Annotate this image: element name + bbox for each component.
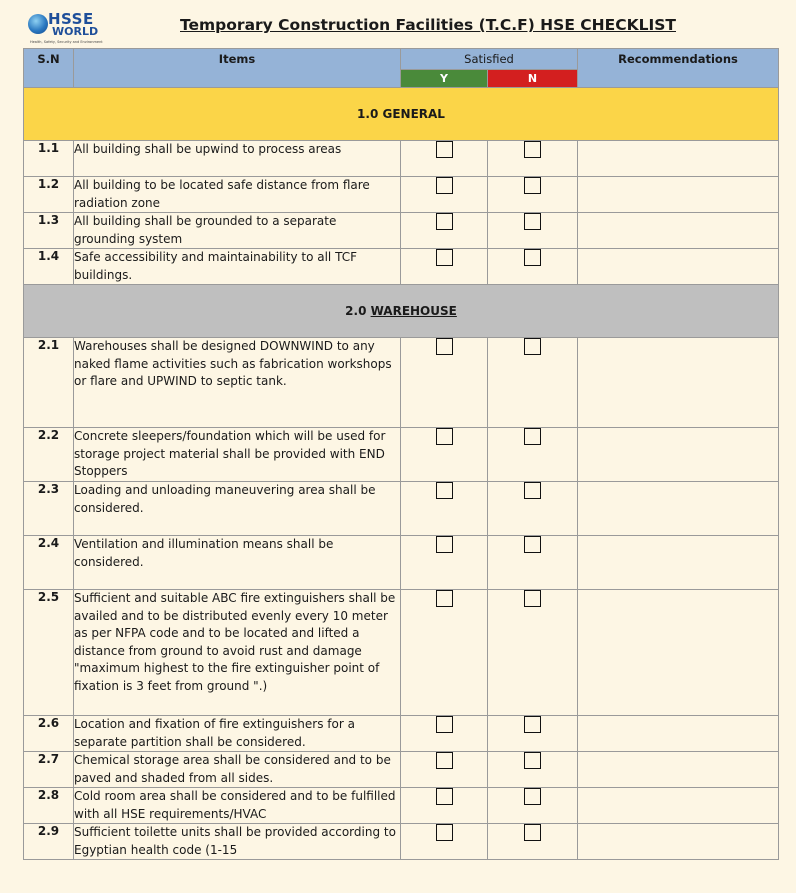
recommendation-cell[interactable] [578,213,779,249]
checklist-row [24,482,779,536]
recommendation-cell[interactable] [578,716,779,752]
yes-cell [401,141,488,177]
col-no-header: N [488,70,578,88]
globe-icon [28,14,48,34]
yes-checkbox[interactable] [436,141,453,158]
yes-checkbox[interactable] [436,428,453,445]
recommendation-cell[interactable] [578,788,779,824]
yes-checkbox[interactable] [436,590,453,607]
checklist-row [24,141,779,177]
section-header-row [24,88,779,141]
recommendation-cell[interactable] [578,428,779,482]
yes-checkbox[interactable] [436,177,453,194]
checklist-row [24,213,779,249]
row-number: 2.3 [24,482,74,536]
recommendation-cell[interactable] [578,249,779,285]
no-checkbox[interactable] [524,177,541,194]
no-cell [488,824,578,860]
row-number: 2.8 [24,788,74,824]
section-title: 1.0 GENERAL [24,88,779,141]
no-checkbox[interactable] [524,536,541,553]
row-number: 2.2 [24,428,74,482]
row-number: 2.1 [24,338,74,428]
no-cell [488,213,578,249]
yes-checkbox[interactable] [436,752,453,769]
yes-cell [401,824,488,860]
no-checkbox[interactable] [524,482,541,499]
no-cell [488,716,578,752]
yes-cell [401,716,488,752]
yes-checkbox[interactable] [436,824,453,841]
checklist-row [24,249,779,285]
yes-cell [401,428,488,482]
col-satisfied-header: Satisfied [401,49,578,70]
row-item-text: Warehouses shall be designed DOWNWIND to any naked flame activities such as fabrication workshops or flare and UPWIND to septic tank. [74,338,401,428]
section-name: WAREHOUSE [370,304,457,318]
no-cell [488,249,578,285]
logo-line2: WORLD [52,25,99,38]
recommendation-cell[interactable] [578,536,779,590]
page-header [0,0,796,48]
row-item-text: All building shall be upwind to process areas [74,141,401,177]
yes-checkbox[interactable] [436,716,453,733]
no-cell [488,428,578,482]
no-cell [488,752,578,788]
yes-cell [401,752,488,788]
recommendation-cell[interactable] [578,590,779,716]
recommendation-cell[interactable] [578,141,779,177]
col-yes-header: Y [401,70,488,88]
no-cell [488,338,578,428]
checklist-row [24,590,779,716]
row-item-text: Sufficient and suitable ABC fire extinguishers shall be availed and to be distributed evenly every 10 meter as per NFPA code and to be located and lifted a distance from ground to avoid rust and damage "maximum highest to the fire extinguisher point of fixation is 3 feet from ground ".) [74,590,401,716]
no-cell [488,536,578,590]
checklist-table [23,48,779,860]
no-cell [488,141,578,177]
col-items-header: Items [74,49,401,88]
row-item-text: Safe accessibility and maintainability to all TCF buildings. [74,249,401,285]
page-title: Temporary Construction Facilities (T.C.F) HSE CHECKLIST [180,16,676,34]
yes-checkbox[interactable] [436,213,453,230]
checklist-row [24,428,779,482]
row-item-text: All building to be located safe distance from flare radiation zone [74,177,401,213]
col-recommendations-header: Recommendations [578,49,779,88]
recommendation-cell[interactable] [578,824,779,860]
yes-cell [401,482,488,536]
checklist-row [24,752,779,788]
yes-checkbox[interactable] [436,536,453,553]
section-number: 2.0 [345,304,371,318]
row-item-text: Sufficient toilette units shall be provided according to Egyptian health code (1-15 [74,824,401,860]
no-checkbox[interactable] [524,249,541,266]
no-cell [488,482,578,536]
checklist-row [24,177,779,213]
col-sn-header: S.N [24,49,74,88]
no-cell [488,177,578,213]
row-item-text: Loading and unloading maneuvering area shall be considered. [74,482,401,536]
row-number: 2.7 [24,752,74,788]
yes-cell [401,249,488,285]
no-cell [488,788,578,824]
no-checkbox[interactable] [524,590,541,607]
logo-tagline: Health, Safety, Security and Environment [30,40,103,44]
row-number: 1.4 [24,249,74,285]
no-checkbox[interactable] [524,716,541,733]
yes-checkbox[interactable] [436,249,453,266]
section-title [24,285,779,338]
yes-checkbox[interactable] [436,482,453,499]
row-item-text: All building shall be grounded to a separate grounding system [74,213,401,249]
hsse-world-logo [28,10,103,48]
row-number: 2.9 [24,824,74,860]
yes-checkbox[interactable] [436,338,453,355]
yes-cell [401,536,488,590]
logo-line1: HSSE [48,10,94,28]
yes-cell [401,338,488,428]
row-number: 2.6 [24,716,74,752]
no-checkbox[interactable] [524,338,541,355]
recommendation-cell[interactable] [578,482,779,536]
no-checkbox[interactable] [524,824,541,841]
checklist-row [24,824,779,860]
row-number: 1.1 [24,141,74,177]
row-item-text: Ventilation and illumination means shall be considered. [74,536,401,590]
yes-checkbox[interactable] [436,788,453,805]
checklist-row [24,536,779,590]
recommendation-cell[interactable] [578,338,779,428]
yes-cell [401,213,488,249]
no-cell [488,590,578,716]
row-number: 2.4 [24,536,74,590]
checklist-row [24,716,779,752]
row-number: 2.5 [24,590,74,716]
section-header-row [24,285,779,338]
no-checkbox[interactable] [524,752,541,769]
row-item-text: Cold room area shall be considered and to be fulfilled with all HSE requirements/HVAC [74,788,401,824]
no-checkbox[interactable] [524,141,541,158]
checklist-row [24,338,779,428]
recommendation-cell[interactable] [578,177,779,213]
recommendation-cell[interactable] [578,752,779,788]
row-item-text: Chemical storage area shall be considered and to be paved and shaded from all sides. [74,752,401,788]
row-number: 1.3 [24,213,74,249]
row-item-text: Location and fixation of fire extinguishers for a separate partition shall be considered. [74,716,401,752]
no-checkbox[interactable] [524,428,541,445]
no-checkbox[interactable] [524,213,541,230]
yes-cell [401,590,488,716]
yes-cell [401,788,488,824]
no-checkbox[interactable] [524,788,541,805]
yes-cell [401,177,488,213]
checklist-row [24,788,779,824]
row-item-text: Concrete sleepers/foundation which will be used for storage project material shall be provided with END Stoppers [74,428,401,482]
row-number: 1.2 [24,177,74,213]
